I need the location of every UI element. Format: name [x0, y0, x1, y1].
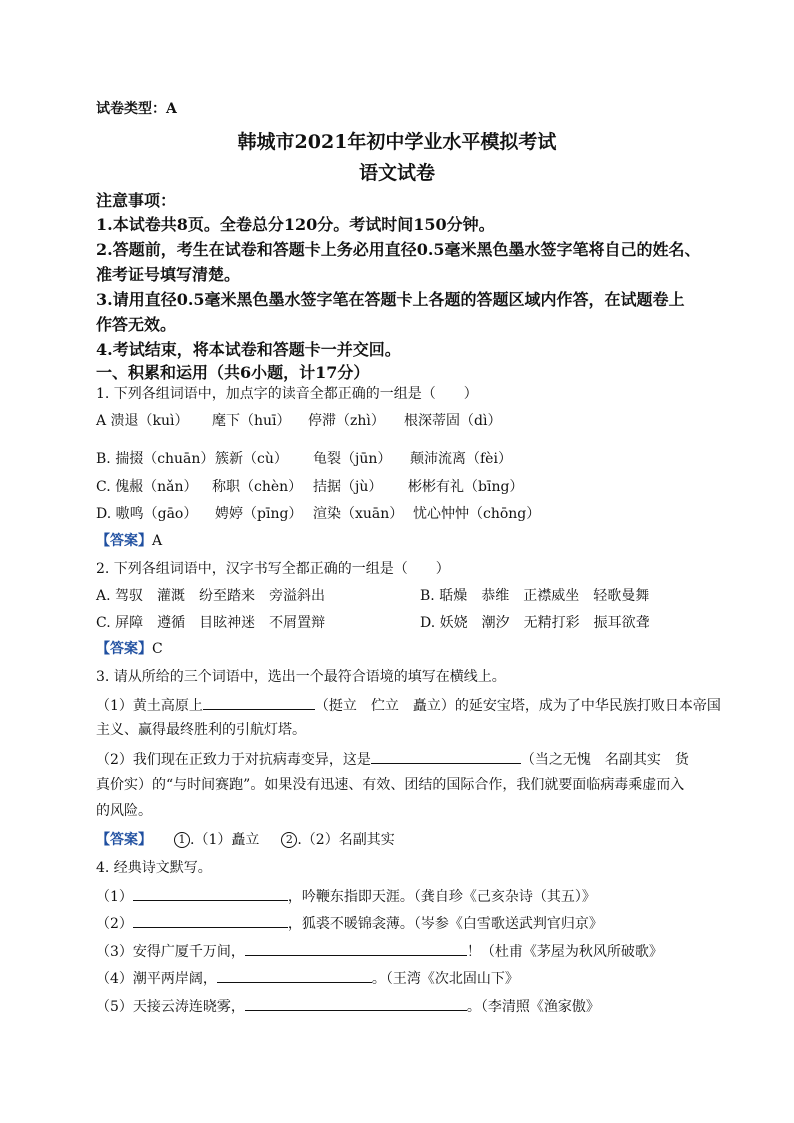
question-3-stem: 3. 请从所给的三个词语中，选出一个最符合语境的填写在横线上。: [96, 669, 506, 685]
notice-heading: 注意事项：: [96, 191, 177, 210]
q1-option-c-word: 拮据（jù）: [313, 479, 383, 495]
fill-blank: [371, 749, 521, 764]
q3-part-2: （2）我们现在正致力于对抗病毒变异，这是 （当之无愧 名副其实 货: [96, 749, 689, 769]
q1-option-d-word: 娉婷（pīng）: [215, 506, 303, 522]
notice-item: 2.答题前，考生在试卷和答题卡上务必用直径0.5毫米黑色墨水签字笔将自己的姓名、: [96, 240, 701, 259]
notice-item: 作答无效。: [96, 315, 177, 334]
notice-item: 准考证号填写清楚。: [96, 265, 241, 284]
answer-value: A: [152, 533, 163, 549]
answer-label: 【答案】: [96, 641, 152, 657]
q2-option-d: D. 妖娆 潮汐 无精打彩 振耳欲聋: [420, 615, 650, 631]
question-1-stem: 1. 下列各组词语中，加点字的读音全都正确的一组是（ ）: [96, 386, 478, 402]
q4-line-2: （2） ，狐裘不暖锦衾薄。（岑参《白雪歌送武判官归京》: [96, 913, 603, 933]
fill-blank: [245, 996, 467, 1011]
fill-blank: [133, 913, 288, 928]
q1-option-d: D. 嗷鸣（gāo）: [96, 506, 198, 522]
q1-option-a-word: 停滞（zhì）: [308, 413, 385, 429]
q3-part-2-end: 的风险。: [96, 803, 152, 819]
q1-option-b-word: 簇新（cù）: [215, 451, 288, 467]
q1-option-c-word: 称职（chèn）: [212, 479, 303, 495]
answer-label: 【答案】: [96, 533, 152, 549]
q1-option-d-word: 渲染（xuān）: [313, 506, 404, 522]
answer-value: C: [152, 641, 163, 657]
q1-option-b-word: 龟裂（jūn）: [313, 451, 392, 467]
q4-line-1: （1） ，吟鞭东指即天涯。（龚自珍《己亥杂诗（其五）》: [96, 886, 596, 906]
q1-option-b: B. 揣掇（chuān）: [96, 451, 215, 467]
q2-answer: [96, 640, 163, 658]
q1-option-a-word: 根深蒂固（dì）: [404, 413, 502, 429]
exam-subtitle: 语文试卷: [358, 162, 435, 184]
q1-option-a-word: 麾下（huī）: [212, 413, 291, 429]
q2-option-a: A. 驾驭 灌溉 纷至踏来 旁溢斜出: [96, 588, 326, 604]
q2-option-b: B. 聒燥 恭维 正襟威坐 轻歌曼舞: [420, 588, 650, 604]
notice-item: 3.请用直径0.5毫米黑色墨水签字笔在答题卡上各题的答题区域内作答，在试题卷上: [96, 290, 685, 309]
circled-number: 1: [174, 832, 190, 848]
q1-option-c: C. 傀赧（nǎn）: [96, 479, 198, 495]
q3-part-2-cont: 真价实）的“与时间赛跑”。如果没有迅速、有效、团结的国际合作，我们就要面临病毒乘虚而入: [96, 777, 685, 793]
fill-blank: [203, 695, 315, 710]
q1-answer: [96, 532, 162, 550]
paper-type: 试卷类型：A: [96, 101, 177, 117]
q3-part-1-cont: 主义、赢得最终胜利的引航灯塔。: [96, 722, 306, 738]
q3-answer: 【答案】 1 .（1）矗立 2 .（2）名副其实: [96, 832, 395, 848]
q3-part-1: （1）黄土高原上 （挺立 伫立 矗立）的延安宝塔，成为了中华民族打败日本帝国: [96, 695, 721, 715]
question-2-stem: 2. 下列各组词语中，汉字书写全都正确的一组是（ ）: [96, 561, 450, 577]
q4-line-4: （4）潮平两岸阔， 。（王湾《次北固山下》: [96, 968, 519, 988]
section-heading: 一、积累和运用（共6小题，计17分）: [96, 363, 370, 382]
q1-option-d-word: 忧心忡忡（chōng）: [413, 506, 541, 522]
answer-label: 【答案】: [96, 832, 152, 848]
notice-item: 1.本试卷共8页。全卷总分120分。考试时间150分钟。: [96, 215, 495, 234]
question-4-stem: 4. 经典诗文默写。: [96, 860, 212, 876]
fill-blank: [245, 941, 467, 956]
circled-number: 2: [281, 832, 297, 848]
q1-option-b-word: 颠沛流离（fèi）: [410, 451, 512, 467]
q4-line-5: （5）天接云涛连晓雾， 。（李清照《渔家傲》: [96, 996, 600, 1016]
q1-option-a: A 溃退（kuì）: [96, 413, 189, 429]
q1-option-c-word: 彬彬有礼（bīng）: [408, 479, 524, 495]
q4-line-3: （3）安得广厦千万间， ！（杜甫《茅屋为秋风所破歌》: [96, 941, 663, 961]
fill-blank: [133, 886, 288, 901]
fill-blank: [217, 968, 372, 983]
notice-item: 4.考试结束，将本试卷和答题卡一并交回。: [96, 340, 401, 359]
q2-option-c: C. 屏障 遵循 目眩神迷 不屑置辩: [96, 615, 326, 631]
exam-title: 韩城市2021年初中学业水平模拟考试: [237, 131, 557, 153]
